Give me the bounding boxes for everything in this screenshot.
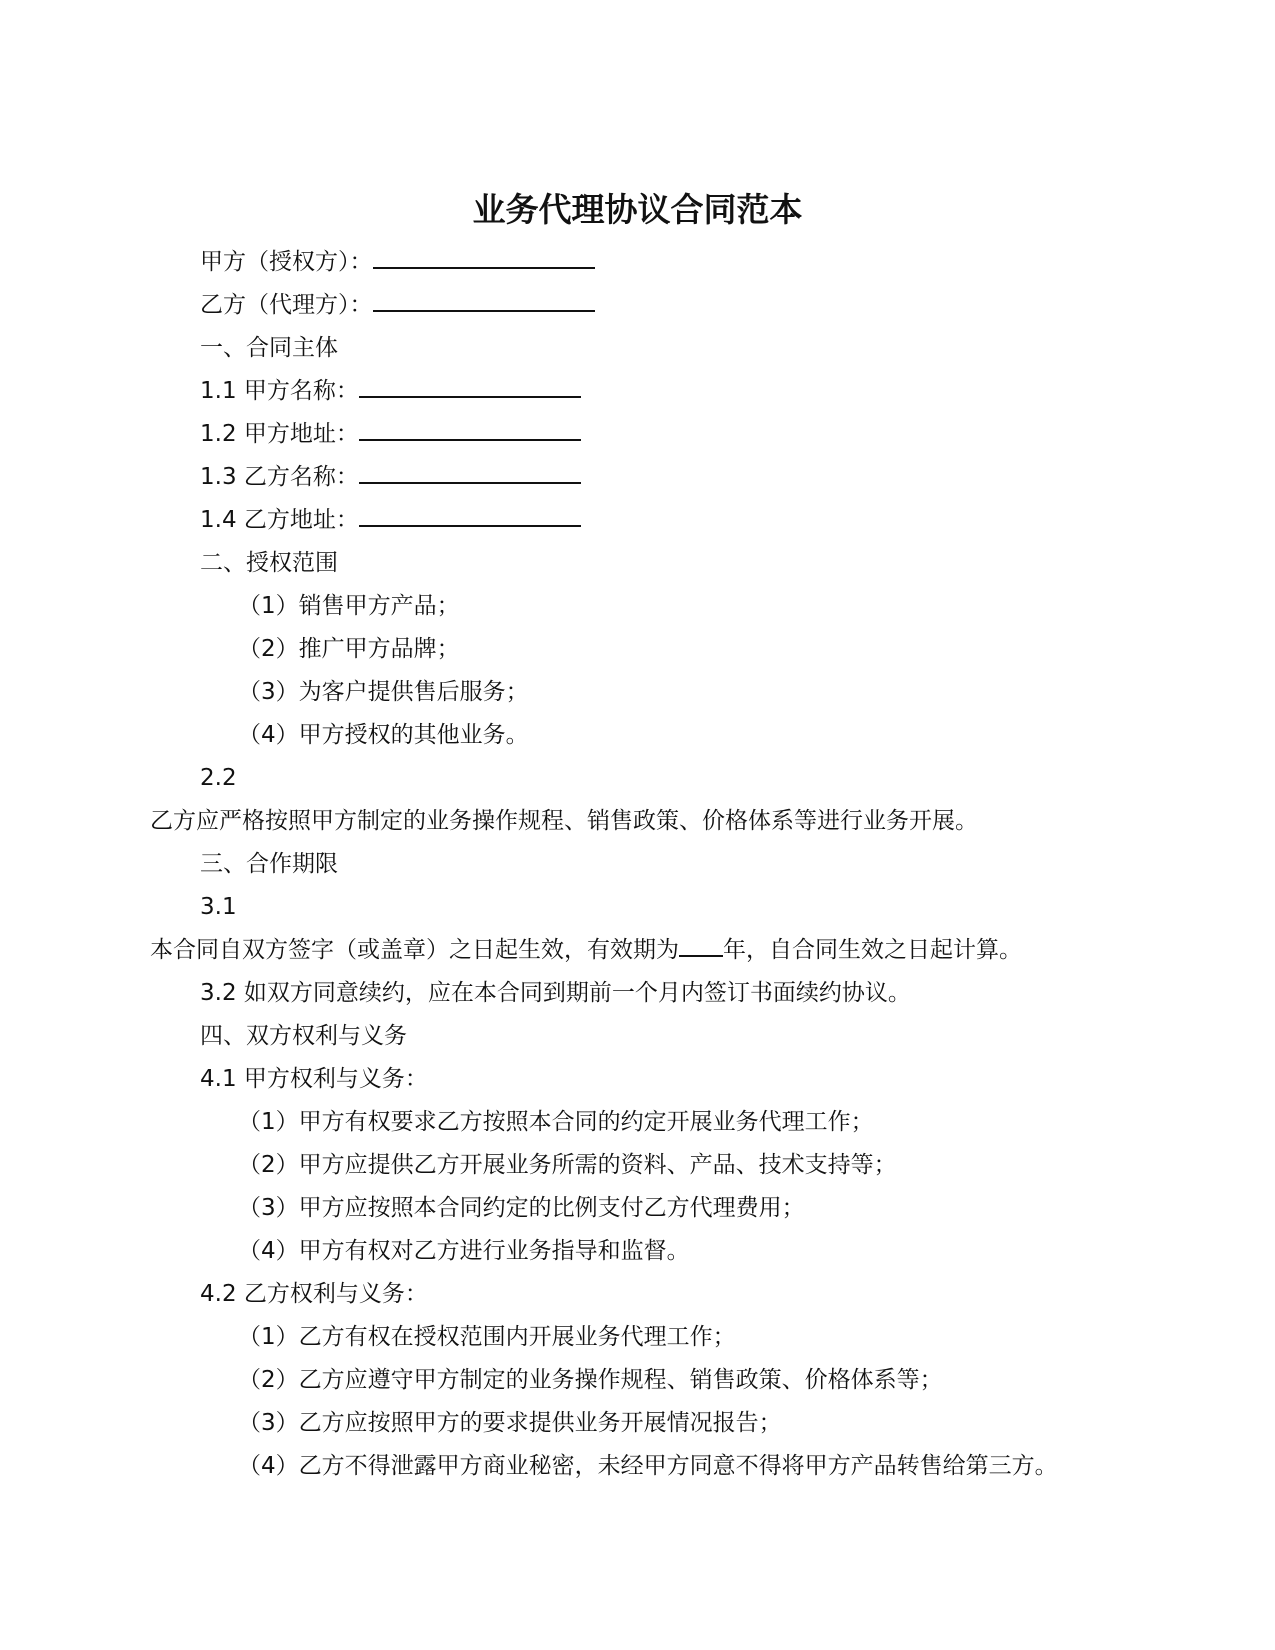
clause-3-1-text — [150, 935, 1022, 965]
party-a-line — [200, 247, 595, 277]
party-a-duty-item: （3）甲方应按照本合同约定的比例支付乙方代理费用； — [238, 1195, 805, 1221]
clause-3-1-after: 年，自合同生效之日起计算。 — [723, 937, 1022, 963]
scope-item: （3）为客户提供售后服务； — [238, 679, 529, 705]
section3-heading: 三、合作期限 — [200, 851, 338, 877]
clause-1-2 — [200, 419, 581, 449]
term-years-blank[interactable] — [679, 935, 723, 957]
clause-4-2-heading: 4.2 乙方权利与义务： — [200, 1281, 428, 1307]
section2-heading: 二、授权范围 — [200, 550, 338, 576]
party-b-duty-item: （2）乙方应遵守甲方制定的业务操作规程、销售政策、价格体系等； — [238, 1367, 943, 1393]
section1-heading: 一、合同主体 — [200, 335, 338, 361]
party-a-duty-item: （1）甲方有权要求乙方按照本合同的约定开展业务代理工作； — [238, 1109, 874, 1135]
clause-1-3 — [200, 462, 581, 492]
party-b-duty-item: （4）乙方不得泄露甲方商业秘密，未经甲方同意不得将甲方产品转售给第三方。 — [238, 1453, 1058, 1479]
party-b-line — [200, 290, 595, 320]
party-b-label: 乙方（代理方）： — [200, 292, 373, 318]
clause-3-2: 3.2 如双方同意续约，应在本合同到期前一个月内签订书面续约协议。 — [200, 980, 911, 1006]
party-a-address-blank[interactable] — [359, 419, 581, 441]
clause-1-4 — [200, 505, 581, 535]
party-a-blank[interactable] — [373, 247, 595, 269]
clause-1-1 — [200, 376, 581, 406]
clause-1-2-label: 1.2 甲方地址： — [200, 421, 359, 447]
party-a-duty-item: （2）甲方应提供乙方开展业务所需的资料、产品、技术支持等； — [238, 1152, 897, 1178]
party-a-name-blank[interactable] — [359, 376, 581, 398]
scope-item: （4）甲方授权的其他业务。 — [238, 722, 529, 748]
clause-4-1-heading: 4.1 甲方权利与义务： — [200, 1066, 428, 1092]
party-b-address-blank[interactable] — [359, 505, 581, 527]
clause-3-1-before: 本合同自双方签字（或盖章）之日起生效，有效期为 — [150, 937, 679, 963]
clause-2-2-text: 乙方应严格按照甲方制定的业务操作规程、销售政策、价格体系等进行业务开展。 — [150, 808, 978, 834]
clause-1-1-label: 1.1 甲方名称： — [200, 378, 359, 404]
clause-2-2-number: 2.2 — [200, 765, 237, 791]
section4-heading: 四、双方权利与义务 — [200, 1023, 407, 1049]
party-a-duty-item: （4）甲方有权对乙方进行业务指导和监督。 — [238, 1238, 690, 1264]
clause-1-3-label: 1.3 乙方名称： — [200, 464, 359, 490]
scope-item: （1）销售甲方产品； — [238, 593, 460, 619]
document-title: 业务代理协议合同范本 — [472, 190, 803, 229]
party-b-duty-item: （1）乙方有权在授权范围内开展业务代理工作； — [238, 1324, 736, 1350]
scope-item: （2）推广甲方品牌； — [238, 636, 460, 662]
clause-1-4-label: 1.4 乙方地址： — [200, 507, 359, 533]
clause-3-1-number: 3.1 — [200, 894, 237, 920]
party-b-duty-item: （3）乙方应按照甲方的要求提供业务开展情况报告； — [238, 1410, 782, 1436]
party-b-blank[interactable] — [373, 290, 595, 312]
party-a-label: 甲方（授权方）： — [200, 249, 373, 275]
party-b-name-blank[interactable] — [359, 462, 581, 484]
